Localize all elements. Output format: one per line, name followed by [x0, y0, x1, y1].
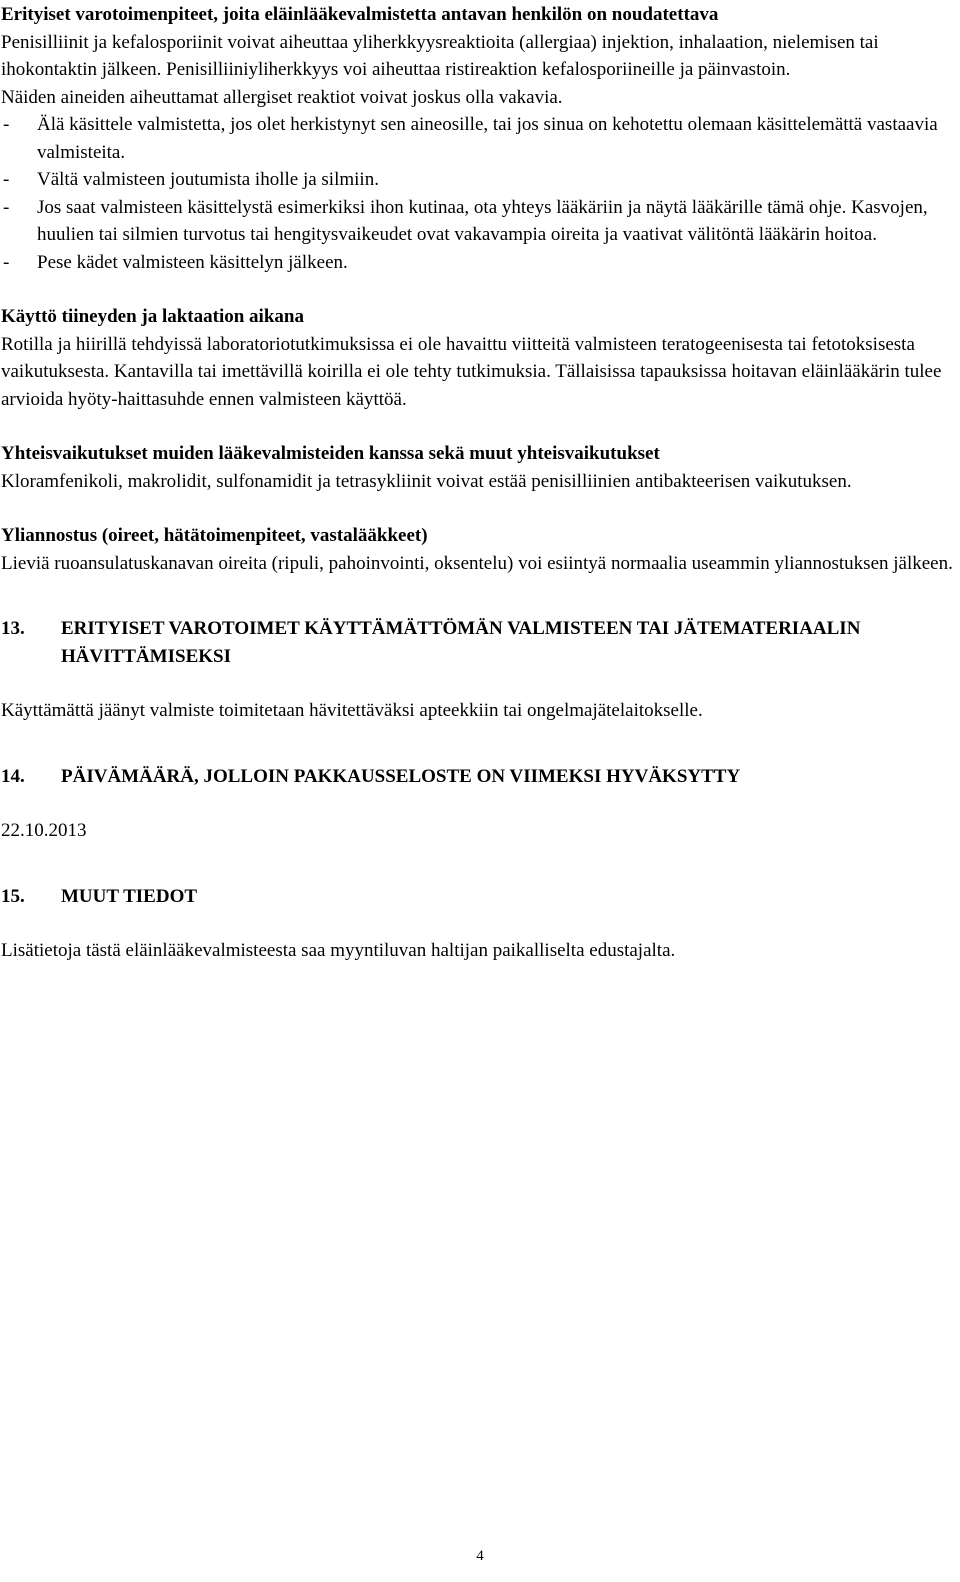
precautions-heading: Erityiset varotoimenpiteet, joita eläinlääkevalmistetta antavan henkilön on noudatettava — [1, 4, 719, 25]
list-item-text: Älä käsittele valmistetta, jos olet herkistynyt sen aineosille, tai jos sinua on kehotettu olemaan käsittelemättä vastaavia valmisteita. — [37, 114, 938, 163]
list-item-text: Vältä valmisteen joutumista iholle ja silmiin. — [37, 169, 379, 190]
pregnancy-text: Rotilla ja hiirillä tehdyissä laboratoriotutkimuksissa ei ole havaittu viitteitä valmisteen teratogeenisesta tai fetotoksisesta vaikutuksesta. Kantavilla tai imettävillä koirilla ei ole tehty tutkimuksia. Tällaisissa tapauksissa hoitavan eläinlääkärin tulee arvioida hyöty-haittasuhde ennen valmisteen käyttöä. — [1, 333, 942, 410]
section-15-title: MUUT TIEDOT — [61, 885, 198, 907]
section-13-text: Käyttämättä jäänyt valmiste toimitetaan hävitettäväksi apteekkiin tai ongelmajätelaitokselle. — [1, 700, 703, 721]
list-item — [1, 249, 956, 277]
list-dash: - — [3, 169, 10, 190]
section-13-title: ERITYISET VAROTOIMET KÄYTTÄMÄTTÖMÄN VALMISTEEN TAI JÄTEMATERIAALIN HÄVITTÄMISEKSI — [61, 618, 861, 667]
list-dash: - — [3, 114, 10, 135]
section-14-date: 22.10.2013 — [1, 820, 87, 841]
overdose-section — [1, 522, 956, 577]
section-15 — [1, 883, 956, 965]
overdose-text: Lieviä ruoansulatuskanavan oireita (ripuli, pahoinvointi, oksentelu) voi esiintyä normaalia useammin yliannostuksen jälkeen. — [1, 552, 953, 574]
overdose-heading: Yliannostus (oireet, hätätoimenpiteet, vastalääkkeet) — [1, 525, 428, 546]
precautions-paragraph-1: Penisilliinit ja kefalosporiinit voivat aiheuttaa yliherkkyysreaktioita (allergiaa) injektion, inhalaation, nielemisen tai ihokontaktin jälkeen. Penisilliiniyliherkkyys voi aiheuttaa ristireaktion kefalosporiineille ja päinvastoin. — [1, 31, 879, 80]
precautions-paragraph-2: Näiden aineiden aiheuttamat allergiset reaktiot voivat joskus olla vakavia. — [1, 86, 563, 108]
page-number: 4 — [476, 1548, 484, 1564]
list-item-text: Jos saat valmisteen käsittelystä esimerkiksi ihon kutinaa, ota yhteys lääkäriin ja näytä lääkärille tämä ohje. Kasvojen, huulien tai silmien turvotus tai hengitysvaikeudet ovat vakavampia oireita ja vaativat välitöntä lääkärin hoitoa. — [37, 196, 928, 245]
list-dash: - — [3, 251, 10, 273]
section-15-text: Lisätietoja tästä eläinlääkevalmisteesta saa myyntiluvan haltijan paikalliselta edustajalta. — [1, 940, 676, 961]
precautions-section — [1, 1, 956, 276]
interactions-section — [1, 440, 956, 495]
interactions-text: Kloramfenikoli, makrolidit, sulfonamidit ja tetrasykliinit voivat estää penisilliinien antibakteerisen vaikutuksen. — [1, 470, 852, 492]
interactions-heading: Yhteisvaikutukset muiden lääkevalmisteiden kanssa sekä muut yhteisvaikutukset — [1, 443, 660, 464]
section-14-heading — [1, 763, 956, 791]
list-item-text: Pese kädet valmisteen käsittelyn jälkeen. — [37, 251, 348, 273]
list-item — [1, 194, 956, 249]
section-13 — [1, 615, 956, 725]
list-item — [1, 166, 956, 194]
section-14-number: 14. — [1, 765, 25, 787]
section-14-title: PÄIVÄMÄÄRÄ, JOLLOIN PAKKAUSSELOSTE ON VIIMEKSI HYVÄKSYTTY — [61, 765, 741, 787]
precautions-list — [1, 111, 956, 276]
document-content — [1, 1, 956, 965]
list-item — [1, 111, 956, 166]
pregnancy-heading: Käyttö tiineyden ja laktaation aikana — [1, 306, 304, 327]
section-13-heading — [1, 615, 956, 670]
section-13-number: 13. — [1, 618, 25, 639]
pregnancy-section — [1, 303, 956, 413]
section-15-number: 15. — [1, 885, 25, 907]
list-dash: - — [3, 196, 10, 218]
section-14 — [1, 763, 956, 845]
section-15-heading — [1, 883, 956, 911]
